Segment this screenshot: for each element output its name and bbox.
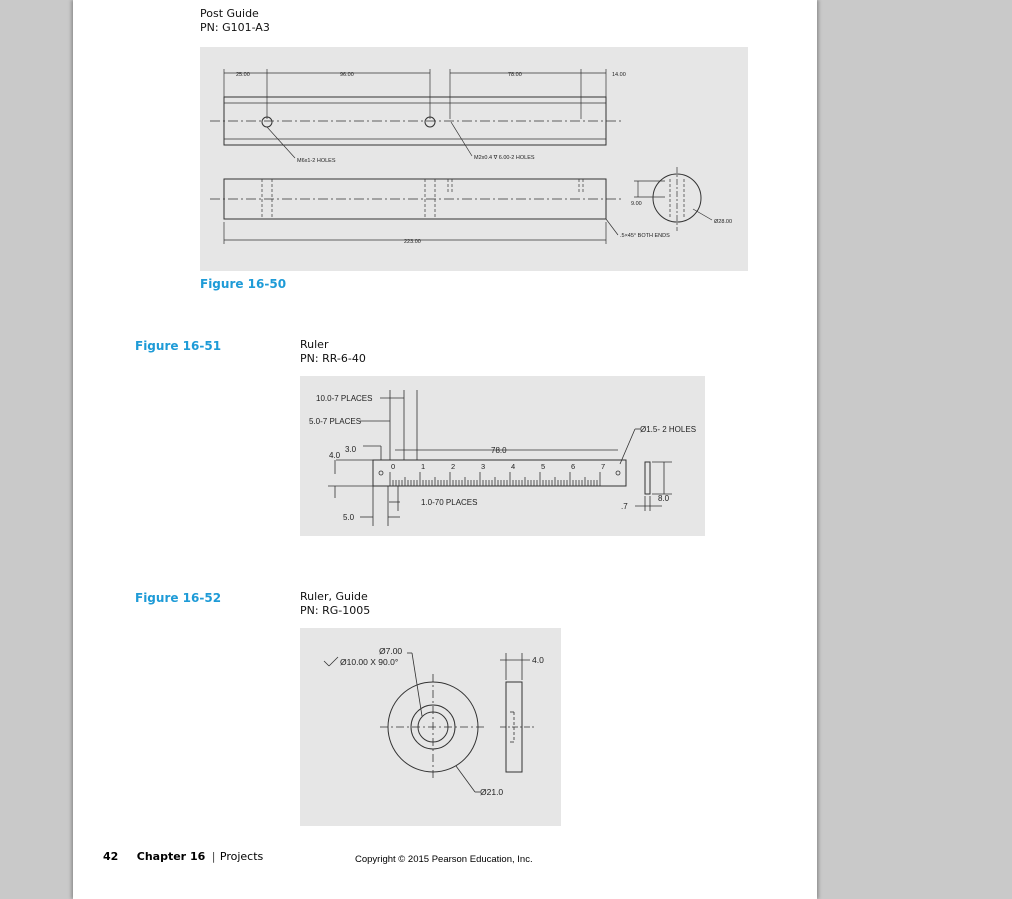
fig50-dim-14: 14.00 [612, 72, 626, 78]
fig50-part-name: Post Guide [200, 7, 259, 20]
page-number: 42 [103, 850, 119, 863]
ruler-number: 3 [481, 462, 486, 471]
fig52-csk: Ø10.00 X 90.0° [340, 657, 399, 667]
chapter-title: Chapter 16 [136, 850, 206, 863]
fig51-part-number: PN: RR-6-40 [300, 352, 366, 365]
fig51-title [300, 338, 366, 366]
fig51-holes: Ø1.5- 2 HOLES [640, 425, 697, 434]
fig52-title [300, 590, 370, 618]
ruler-number: 5 [541, 462, 546, 471]
page-footer [103, 847, 263, 865]
fig50-dim-28: Ø28.00 [714, 219, 733, 225]
fig50-holes-b: M2x0.4 ∇ 6.00-2 HOLES [474, 155, 535, 161]
fig51-svg [300, 376, 705, 536]
fig51-places-10: 10.0-7 PLACES [316, 394, 373, 403]
fig50-dim-223: 223.00 [404, 239, 421, 245]
fig51-dim-5: 5.0 [343, 513, 355, 522]
fig50-part-number: PN: G101-A3 [200, 21, 270, 34]
fig52-dim-7: Ø7.00 [379, 646, 403, 656]
fig51-dim-78: 78.0 [491, 446, 507, 455]
fig51-places-1: 1.0-70 PLACES [421, 498, 478, 507]
ruler-number: 4 [511, 462, 516, 471]
fig51-dim-4: 4.0 [329, 451, 341, 460]
document-page [73, 0, 817, 899]
fig50-label: Figure 16-50 [200, 277, 287, 291]
fig52-part-number: PN: RG-1005 [300, 604, 371, 617]
fig51-places-5: 5.0-7 PLACES [309, 417, 362, 426]
copyright: Copyright © 2015 Pearson Education, Inc. [355, 854, 533, 865]
fig52-drawing [300, 628, 561, 826]
fig51-dim-3: 3.0 [345, 445, 357, 454]
fig52-label: Figure 16-52 [135, 591, 222, 605]
ruler-number: 2 [451, 462, 456, 471]
fig52-part-name: Ruler, Guide [300, 590, 368, 603]
fig50-svg [200, 47, 748, 271]
footer-separator: | [211, 850, 216, 863]
ruler-number: 1 [421, 462, 426, 471]
fig52-dim-21: Ø21.0 [480, 787, 504, 797]
fig50-dim-25: 25.00 [236, 72, 250, 78]
fig50-dim-78: 78.00 [508, 72, 522, 78]
fig51-dim-8: 8.0 [658, 494, 670, 503]
fig52-dim-4: 4.0 [532, 655, 544, 665]
ruler-number: 7 [601, 462, 606, 471]
fig50-chamfer: .5×45° BOTH ENDS [620, 233, 670, 239]
fig51-drawing [300, 376, 705, 536]
fig50-holes-a: M6x1-2 HOLES [297, 158, 336, 164]
fig51-part-name: Ruler [300, 338, 329, 351]
ruler-number: 0 [391, 462, 396, 471]
section-title: Projects [219, 850, 264, 863]
fig50-dim-96: 96.00 [340, 72, 354, 78]
fig51-label: Figure 16-51 [135, 339, 222, 353]
fig50-title [200, 7, 270, 35]
fig51-dim-07: .7 [621, 502, 628, 511]
fig50-drawing [200, 47, 748, 271]
fig52-svg [300, 628, 561, 826]
ruler-number: 6 [571, 462, 576, 471]
fig50-dim-9: 9.00 [631, 201, 642, 207]
